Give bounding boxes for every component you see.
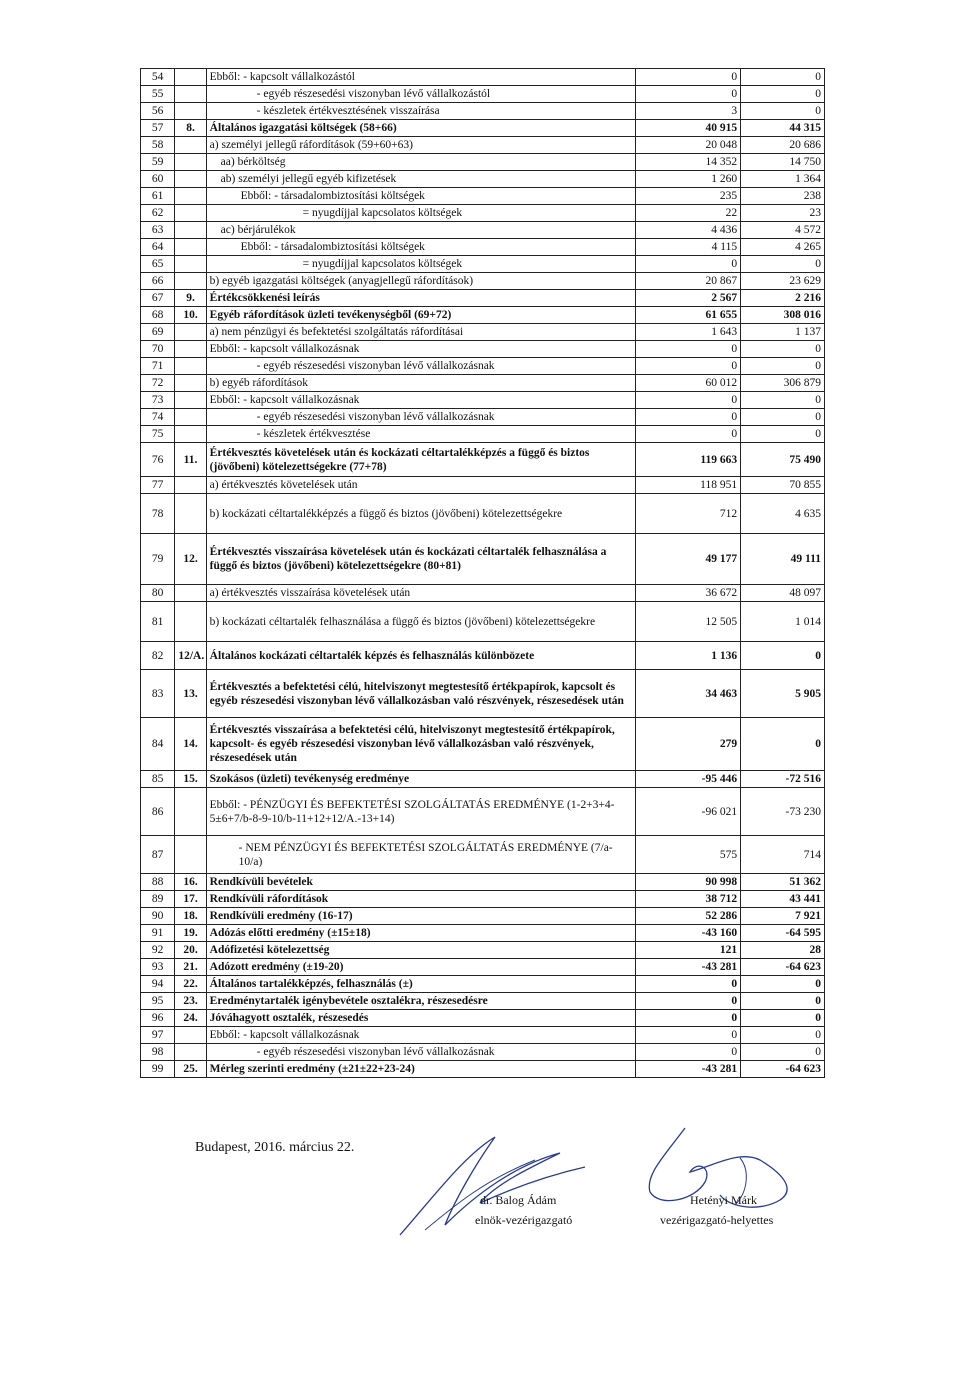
row-description: Eredménytartalék igénybevétele osztalékra, részesedésre — [206, 993, 635, 1010]
row-description: Ebből: - kapcsolt vállalkozásnak — [206, 1027, 635, 1044]
table-row — [141, 69, 825, 86]
value-prev-year: -43 160 — [636, 925, 741, 942]
value-prev-year: 90 998 — [636, 874, 741, 891]
value-prev-year: -96 021 — [636, 788, 741, 836]
row-description: b) egyéb ráfordítások — [206, 375, 635, 392]
section-number — [175, 375, 206, 392]
value-current-year: 0 — [741, 993, 825, 1010]
value-prev-year: 0 — [636, 341, 741, 358]
row-number: 80 — [141, 585, 175, 602]
row-number: 79 — [141, 534, 175, 585]
table-row — [141, 494, 825, 534]
value-prev-year: 0 — [636, 993, 741, 1010]
value-prev-year: 121 — [636, 942, 741, 959]
place-date: Budapest, 2016. március 22. — [195, 1140, 355, 1155]
section-number: 14. — [175, 718, 206, 771]
row-number: 81 — [141, 602, 175, 642]
value-current-year: 4 265 — [741, 239, 825, 256]
section-number: 12/A. — [175, 642, 206, 670]
row-number: 54 — [141, 69, 175, 86]
table-row — [141, 1061, 825, 1078]
row-number: 99 — [141, 1061, 175, 1078]
row-number: 93 — [141, 959, 175, 976]
row-number: 85 — [141, 771, 175, 788]
row-number: 78 — [141, 494, 175, 534]
table-row — [141, 1027, 825, 1044]
table-row — [141, 154, 825, 171]
value-current-year: 23 — [741, 205, 825, 222]
row-number: 75 — [141, 426, 175, 443]
row-description: Adófizetési kötelezettség — [206, 942, 635, 959]
value-current-year: 23 629 — [741, 273, 825, 290]
table-row — [141, 771, 825, 788]
section-number — [175, 341, 206, 358]
table-row — [141, 188, 825, 205]
table-row — [141, 341, 825, 358]
section-number — [175, 1044, 206, 1061]
signer-2-title: vezérigazgató-helyettes — [660, 1213, 774, 1227]
row-description: Jóváhagyott osztalék, részesedés — [206, 1010, 635, 1027]
section-number: 19. — [175, 925, 206, 942]
row-description: = nyugdíjjal kapcsolatos költségek — [206, 205, 635, 222]
value-current-year: 0 — [741, 642, 825, 670]
table-body — [141, 69, 825, 1078]
section-number: 15. — [175, 771, 206, 788]
value-current-year: 5 905 — [741, 670, 825, 718]
row-description: Általános igazgatási költségek (58+66) — [206, 120, 635, 137]
value-current-year: 0 — [741, 86, 825, 103]
value-current-year: 51 362 — [741, 874, 825, 891]
section-number — [175, 222, 206, 239]
table-row — [141, 477, 825, 494]
signer-1-name: dr. Balog Ádám — [480, 1193, 557, 1207]
row-description: Rendkívüli eredmény (16-17) — [206, 908, 635, 925]
signature-footer — [0, 1115, 960, 1373]
row-number: 63 — [141, 222, 175, 239]
row-description: Értékvesztés követelések után és kockázati céltartalékképzés a függő és biztos (jövőbeni) kötelezettségekre (77+78) — [206, 443, 635, 477]
signer-1-title: elnök-vezérigazgató — [475, 1213, 573, 1227]
table-row — [141, 86, 825, 103]
row-number: 91 — [141, 925, 175, 942]
row-description: Ebből: - kapcsolt vállalkozástól — [206, 69, 635, 86]
section-number — [175, 188, 206, 205]
value-current-year: 2 216 — [741, 290, 825, 307]
row-description: - készletek értékvesztésének visszaírása — [206, 103, 635, 120]
table-row — [141, 959, 825, 976]
value-current-year: 306 879 — [741, 375, 825, 392]
value-current-year: 0 — [741, 409, 825, 426]
row-description: Adózás előtti eredmény (±15±18) — [206, 925, 635, 942]
section-number: 22. — [175, 976, 206, 993]
value-current-year: 238 — [741, 188, 825, 205]
row-description: b) kockázati céltartalék felhasználása a függő és biztos (jövőbeni) kötelezettségekre — [206, 602, 635, 642]
section-number: 20. — [175, 942, 206, 959]
table-row — [141, 942, 825, 959]
value-current-year: 0 — [741, 69, 825, 86]
row-description: Értékvesztés visszaírása követelések után és kockázati céltartalék felhasználása a függő és biztos (jövőbeni) kötelezettségekre (80+81) — [206, 534, 635, 585]
row-description: = nyugdíjjal kapcsolatos költségek — [206, 256, 635, 273]
row-number: 82 — [141, 642, 175, 670]
value-prev-year: -43 281 — [636, 959, 741, 976]
row-description: b) egyéb igazgatási költségek (anyagjellegű ráfordítások) — [206, 273, 635, 290]
row-number: 74 — [141, 409, 175, 426]
row-number: 65 — [141, 256, 175, 273]
value-prev-year: 0 — [636, 409, 741, 426]
section-number: 21. — [175, 959, 206, 976]
table-row — [141, 718, 825, 771]
value-prev-year: -95 446 — [636, 771, 741, 788]
table-row — [141, 103, 825, 120]
value-current-year: 0 — [741, 1010, 825, 1027]
value-current-year: 1 364 — [741, 171, 825, 188]
section-number — [175, 273, 206, 290]
value-prev-year: 2 567 — [636, 290, 741, 307]
section-number — [175, 392, 206, 409]
value-prev-year: 0 — [636, 426, 741, 443]
row-number: 95 — [141, 993, 175, 1010]
value-current-year: 44 315 — [741, 120, 825, 137]
value-prev-year: 52 286 — [636, 908, 741, 925]
row-number: 90 — [141, 908, 175, 925]
income-statement-table — [140, 68, 825, 1078]
row-description: Általános kockázati céltartalék képzés és felhasználás különbözete — [206, 642, 635, 670]
row-number: 61 — [141, 188, 175, 205]
table-row — [141, 239, 825, 256]
section-number: 9. — [175, 290, 206, 307]
value-prev-year: 0 — [636, 86, 741, 103]
value-prev-year: 22 — [636, 205, 741, 222]
value-prev-year: 3 — [636, 103, 741, 120]
value-current-year: 0 — [741, 976, 825, 993]
section-number — [175, 154, 206, 171]
row-description: ac) bérjárulékok — [206, 222, 635, 239]
value-current-year: 7 921 — [741, 908, 825, 925]
section-number — [175, 426, 206, 443]
row-description: - készletek értékvesztése — [206, 426, 635, 443]
row-description: - NEM PÉNZÜGYI ÉS BEFEKTETÉSI SZOLGÁLTATÁS EREDMÉNYE (7/a-10/a) — [206, 836, 635, 874]
value-current-year: 48 097 — [741, 585, 825, 602]
value-prev-year: 61 655 — [636, 307, 741, 324]
row-number: 66 — [141, 273, 175, 290]
row-description: a) értékvesztés visszaírása követelések után — [206, 585, 635, 602]
value-current-year: 0 — [741, 103, 825, 120]
value-prev-year: 235 — [636, 188, 741, 205]
section-number — [175, 239, 206, 256]
value-current-year: 4 572 — [741, 222, 825, 239]
section-number — [175, 1027, 206, 1044]
row-number: 72 — [141, 375, 175, 392]
value-current-year: -64 623 — [741, 1061, 825, 1078]
value-prev-year: 49 177 — [636, 534, 741, 585]
row-number: 83 — [141, 670, 175, 718]
row-description: - egyéb részesedési viszonyban lévő vállalkozásnak — [206, 1044, 635, 1061]
table-row — [141, 642, 825, 670]
section-number: 12. — [175, 534, 206, 585]
value-prev-year: 34 463 — [636, 670, 741, 718]
table-row — [141, 585, 825, 602]
row-description: Ebből: - társadalombiztosítási költségek — [206, 188, 635, 205]
row-number: 98 — [141, 1044, 175, 1061]
table-row — [141, 602, 825, 642]
table-row — [141, 1044, 825, 1061]
row-description: Ebből: - társadalombiztosítási költségek — [206, 239, 635, 256]
value-prev-year: 12 505 — [636, 602, 741, 642]
value-current-year: 1 014 — [741, 602, 825, 642]
table-row — [141, 307, 825, 324]
table-row — [141, 290, 825, 307]
value-prev-year: 575 — [636, 836, 741, 874]
section-number — [175, 137, 206, 154]
section-number — [175, 477, 206, 494]
section-number — [175, 585, 206, 602]
row-description: b) kockázati céltartalékképzés a függő és biztos (jövőbeni) kötelezettségekre — [206, 494, 635, 534]
table-row — [141, 205, 825, 222]
value-current-year: 20 686 — [741, 137, 825, 154]
row-description: Általános tartalékképzés, felhasználás (±) — [206, 976, 635, 993]
section-number: 8. — [175, 120, 206, 137]
value-prev-year: 4 436 — [636, 222, 741, 239]
row-number: 84 — [141, 718, 175, 771]
row-description: aa) bérköltség — [206, 154, 635, 171]
row-description: Rendkívüli ráfordítások — [206, 891, 635, 908]
section-number: 16. — [175, 874, 206, 891]
value-current-year: 0 — [741, 1044, 825, 1061]
value-prev-year: 712 — [636, 494, 741, 534]
table-row — [141, 925, 825, 942]
value-prev-year: 4 115 — [636, 239, 741, 256]
value-prev-year: 0 — [636, 392, 741, 409]
table-row — [141, 534, 825, 585]
row-number: 73 — [141, 392, 175, 409]
value-current-year: 1 137 — [741, 324, 825, 341]
row-description: - egyéb részesedési viszonyban lévő vállalkozásnak — [206, 358, 635, 375]
value-prev-year: 1 260 — [636, 171, 741, 188]
value-current-year: 28 — [741, 942, 825, 959]
table-row — [141, 443, 825, 477]
row-number: 55 — [141, 86, 175, 103]
value-current-year: 0 — [741, 256, 825, 273]
value-current-year: 4 635 — [741, 494, 825, 534]
value-current-year: 43 441 — [741, 891, 825, 908]
row-number: 94 — [141, 976, 175, 993]
row-number: 86 — [141, 788, 175, 836]
value-current-year: 75 490 — [741, 443, 825, 477]
section-number — [175, 256, 206, 273]
row-description: Ebből: - kapcsolt vállalkozásnak — [206, 392, 635, 409]
table-row — [141, 222, 825, 239]
value-current-year: -64 623 — [741, 959, 825, 976]
row-number: 62 — [141, 205, 175, 222]
table-row — [141, 120, 825, 137]
row-number: 96 — [141, 1010, 175, 1027]
table-row — [141, 375, 825, 392]
row-number: 59 — [141, 154, 175, 171]
table-row — [141, 273, 825, 290]
value-current-year: 0 — [741, 358, 825, 375]
value-prev-year: 1 136 — [636, 642, 741, 670]
value-prev-year: 1 643 — [636, 324, 741, 341]
value-current-year: 0 — [741, 1027, 825, 1044]
value-prev-year: 0 — [636, 358, 741, 375]
table-row — [141, 788, 825, 836]
row-number: 64 — [141, 239, 175, 256]
row-number: 57 — [141, 120, 175, 137]
table-row — [141, 670, 825, 718]
row-number: 88 — [141, 874, 175, 891]
section-number — [175, 103, 206, 120]
row-description: Mérleg szerinti eredmény (±21±22+23-24) — [206, 1061, 635, 1078]
row-description: a) személyi jellegű ráfordítások (59+60+63) — [206, 137, 635, 154]
section-number — [175, 494, 206, 534]
value-prev-year: 118 951 — [636, 477, 741, 494]
table-row — [141, 137, 825, 154]
table-row — [141, 836, 825, 874]
section-number: 25. — [175, 1061, 206, 1078]
value-current-year: 0 — [741, 341, 825, 358]
row-description: Ebből: - kapcsolt vállalkozásnak — [206, 341, 635, 358]
value-prev-year: 20 048 — [636, 137, 741, 154]
value-prev-year: 0 — [636, 1010, 741, 1027]
section-number: 10. — [175, 307, 206, 324]
row-number: 76 — [141, 443, 175, 477]
table-row — [141, 358, 825, 375]
table-row — [141, 171, 825, 188]
row-number: 97 — [141, 1027, 175, 1044]
section-number: 11. — [175, 443, 206, 477]
row-description: - egyéb részesedési viszonyban lévő vállalkozástól — [206, 86, 635, 103]
row-number: 92 — [141, 942, 175, 959]
table-row — [141, 908, 825, 925]
table-row — [141, 409, 825, 426]
value-current-year: -64 595 — [741, 925, 825, 942]
section-number — [175, 836, 206, 874]
value-current-year: -73 230 — [741, 788, 825, 836]
row-number: 77 — [141, 477, 175, 494]
section-number — [175, 205, 206, 222]
row-description: Adózott eredmény (±19-20) — [206, 959, 635, 976]
row-description: a) értékvesztés követelések után — [206, 477, 635, 494]
value-prev-year: 60 012 — [636, 375, 741, 392]
row-description: Értékvesztés visszaírása a befektetési célú, hitelviszonyt megtestesítő értékpapírok, kapcsolt- és egyéb részesedési viszonyban lévő vállalkozásban való részvények, részesedések után — [206, 718, 635, 771]
row-number: 67 — [141, 290, 175, 307]
value-prev-year: 20 867 — [636, 273, 741, 290]
section-number: 17. — [175, 891, 206, 908]
value-prev-year: 14 352 — [636, 154, 741, 171]
value-current-year: 0 — [741, 718, 825, 771]
value-prev-year: 119 663 — [636, 443, 741, 477]
row-number: 56 — [141, 103, 175, 120]
row-description: Ebből: - PÉNZÜGYI ÉS BEFEKTETÉSI SZOLGÁLTATÁS EREDMÉNYE (1-2+3+4-5±6+7/b-8-9-10/b-11+12+12/A.-13+14) — [206, 788, 635, 836]
section-number — [175, 788, 206, 836]
value-prev-year: 36 672 — [636, 585, 741, 602]
value-current-year: 0 — [741, 392, 825, 409]
table-row — [141, 392, 825, 409]
row-number: 70 — [141, 341, 175, 358]
row-number: 68 — [141, 307, 175, 324]
table-row — [141, 993, 825, 1010]
table-row — [141, 324, 825, 341]
section-number: 13. — [175, 670, 206, 718]
row-description: Értékcsökkenési leírás — [206, 290, 635, 307]
row-description: - egyéb részesedési viszonyban lévő vállalkozásnak — [206, 409, 635, 426]
section-number — [175, 324, 206, 341]
row-number: 87 — [141, 836, 175, 874]
row-description: a) nem pénzügyi és befektetési szolgáltatás ráfordításai — [206, 324, 635, 341]
row-number: 60 — [141, 171, 175, 188]
value-current-year: 308 016 — [741, 307, 825, 324]
table-row — [141, 1010, 825, 1027]
value-prev-year: 0 — [636, 1044, 741, 1061]
table-row — [141, 976, 825, 993]
row-number: 71 — [141, 358, 175, 375]
section-number: 24. — [175, 1010, 206, 1027]
table-row — [141, 891, 825, 908]
value-prev-year: 40 915 — [636, 120, 741, 137]
section-number: 18. — [175, 908, 206, 925]
row-number: 69 — [141, 324, 175, 341]
section-number — [175, 171, 206, 188]
value-current-year: 49 111 — [741, 534, 825, 585]
section-number — [175, 602, 206, 642]
section-number: 23. — [175, 993, 206, 1010]
row-description: Rendkívüli bevételek — [206, 874, 635, 891]
value-prev-year: 0 — [636, 1027, 741, 1044]
value-current-year: 0 — [741, 426, 825, 443]
value-current-year: 714 — [741, 836, 825, 874]
value-current-year: 70 855 — [741, 477, 825, 494]
section-number — [175, 358, 206, 375]
row-description: Értékvesztés a befektetési célú, hitelviszonyt megtestesítő értékpapírok, kapcsolt és egyéb részesedési viszonyban lévő vállalkozásban való részvények, részesedések után — [206, 670, 635, 718]
signer-2-name: Hetényi Márk — [690, 1193, 757, 1207]
section-number — [175, 409, 206, 426]
row-number: 58 — [141, 137, 175, 154]
value-prev-year: 38 712 — [636, 891, 741, 908]
value-prev-year: -43 281 — [636, 1061, 741, 1078]
table-row — [141, 256, 825, 273]
table-row — [141, 874, 825, 891]
value-current-year: -72 516 — [741, 771, 825, 788]
section-number — [175, 69, 206, 86]
row-description: Egyéb ráfordítások üzleti tevékenységből (69+72) — [206, 307, 635, 324]
row-description: Szokásos (üzleti) tevékenység eredménye — [206, 771, 635, 788]
value-prev-year: 0 — [636, 69, 741, 86]
value-prev-year: 0 — [636, 256, 741, 273]
row-description: ab) személyi jellegű egyéb kifizetések — [206, 171, 635, 188]
table-row — [141, 426, 825, 443]
row-number: 89 — [141, 891, 175, 908]
value-prev-year: 0 — [636, 976, 741, 993]
value-current-year: 14 750 — [741, 154, 825, 171]
value-prev-year: 279 — [636, 718, 741, 771]
section-number — [175, 86, 206, 103]
